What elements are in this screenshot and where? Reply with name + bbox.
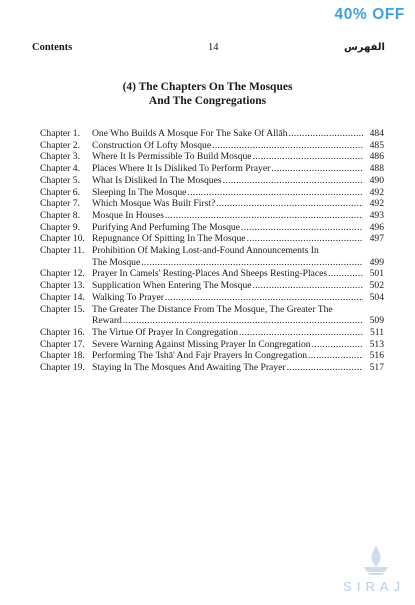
chapter-title-line bbox=[92, 187, 384, 199]
brand-name: SIRAJ bbox=[343, 579, 405, 594]
chapter-title: Where It Is Permissible To Build Mosque bbox=[92, 151, 252, 163]
chapter-entry bbox=[92, 245, 384, 268]
chapter-title: Which Mosque Was Built First? bbox=[92, 198, 216, 210]
dot-leader bbox=[271, 163, 363, 175]
chapter-number: Chapter 13. bbox=[40, 280, 85, 292]
dot-leader bbox=[247, 233, 363, 245]
toc-row bbox=[40, 187, 384, 199]
toc-row bbox=[40, 292, 384, 304]
chapter-page-number: 513 bbox=[369, 338, 384, 350]
section-title bbox=[0, 80, 415, 108]
section-title-line-2: And The Congregations bbox=[148, 95, 267, 107]
toc-row bbox=[40, 362, 384, 374]
toc-row bbox=[40, 198, 384, 210]
chapter-page-number: 497 bbox=[369, 233, 384, 245]
chapter-number: Chapter 19. bbox=[40, 362, 85, 374]
toc-row bbox=[40, 304, 384, 327]
chapter-title-line bbox=[92, 268, 384, 280]
chapter-page-number: 496 bbox=[369, 221, 384, 233]
chapter-title: What Is Disliked In The Mosques bbox=[92, 174, 222, 186]
chapter-title: Places Where It Is Disliked To Perform Prayer bbox=[92, 163, 271, 175]
chapter-title-line bbox=[92, 128, 384, 140]
chapter-title: The Mosque bbox=[92, 256, 141, 268]
chapter-number: Chapter 7. bbox=[40, 198, 80, 210]
dot-leader bbox=[187, 187, 363, 199]
chapter-entry bbox=[92, 304, 384, 327]
chapter-page-number: 490 bbox=[369, 174, 384, 186]
chapter-entry bbox=[92, 268, 384, 280]
chapter-page-number: 504 bbox=[369, 291, 384, 303]
chapter-entry bbox=[92, 151, 384, 163]
toc-row bbox=[40, 163, 384, 175]
chapter-page-number: 499 bbox=[369, 256, 384, 268]
dot-leader bbox=[165, 292, 363, 304]
chapter-title: Prohibition Of Making Lost-and-Found Announcements In bbox=[92, 245, 319, 257]
chapter-page-number: 484 bbox=[369, 128, 384, 139]
dot-leader bbox=[165, 210, 363, 222]
toc-row bbox=[40, 350, 384, 362]
section-title-line-1: (4) The Chapters On The Mosques bbox=[122, 81, 293, 93]
chapter-title: Prayer In Camels' Resting-Places And Sheeps Resting-Places bbox=[92, 268, 328, 280]
dot-leader bbox=[312, 339, 363, 351]
chapter-number: Chapter 16. bbox=[40, 326, 85, 338]
toc-row bbox=[40, 339, 384, 351]
toc-row bbox=[40, 222, 384, 234]
chapter-number: Chapter 4. bbox=[40, 163, 80, 175]
toc-row bbox=[40, 175, 384, 187]
chapter-title-line bbox=[92, 292, 384, 304]
chapter-number: Chapter 15. bbox=[40, 303, 85, 315]
chapter-title-line bbox=[92, 233, 384, 245]
chapter-entry bbox=[92, 280, 384, 292]
table-of-contents bbox=[40, 128, 384, 374]
chapter-entry bbox=[92, 233, 384, 245]
toc-row bbox=[40, 327, 384, 339]
chapter-entry bbox=[92, 163, 384, 175]
toc-row bbox=[40, 268, 384, 280]
chapter-page-number: 501 bbox=[369, 268, 384, 280]
chapter-title: Purifying And Perfuming The Mosque bbox=[92, 221, 240, 233]
chapter-title-line bbox=[92, 222, 384, 234]
chapter-page-number: 492 bbox=[369, 198, 384, 210]
siraj-logo bbox=[337, 522, 415, 600]
toc-row bbox=[40, 151, 384, 163]
chapter-title-line bbox=[92, 350, 384, 362]
toc-row bbox=[40, 210, 384, 222]
chapter-number: Chapter 10. bbox=[40, 233, 85, 245]
chapter-entry bbox=[92, 362, 384, 374]
chapter-page-number: 509 bbox=[369, 315, 384, 327]
chapter-page-number: 485 bbox=[369, 139, 384, 151]
header-arabic-label: الفهرس bbox=[343, 42, 385, 53]
dot-leader bbox=[216, 198, 363, 210]
chapter-page-number: 502 bbox=[369, 280, 384, 292]
header-contents-label: Contents bbox=[32, 42, 73, 53]
chapter-title: Staying In The Mosques And Awaiting The Prayer bbox=[92, 362, 286, 374]
chapter-title: The Greater The Distance From The Mosque, The Greater The bbox=[92, 303, 333, 315]
dot-leader bbox=[141, 257, 363, 269]
chapter-entry bbox=[92, 339, 384, 351]
chapter-title: The Virtue Of Prayer In Congregation bbox=[92, 326, 239, 338]
chapter-title-line bbox=[92, 163, 384, 175]
chapter-title: Supplication When Entering The Mosque bbox=[92, 280, 252, 292]
dot-leader bbox=[287, 362, 363, 374]
chapter-title-line bbox=[92, 339, 384, 351]
dot-leader bbox=[328, 268, 363, 280]
chapter-title-line bbox=[92, 198, 384, 210]
chapter-title-line bbox=[92, 362, 384, 374]
chapter-number: Chapter 12. bbox=[40, 268, 85, 280]
chapter-entry bbox=[92, 222, 384, 234]
dot-leader bbox=[223, 175, 363, 187]
dot-leader bbox=[289, 128, 363, 140]
toc-row bbox=[40, 128, 384, 140]
chapter-entry bbox=[92, 187, 384, 199]
toc-row bbox=[40, 245, 384, 268]
page-header bbox=[32, 42, 385, 58]
chapter-entry bbox=[92, 198, 384, 210]
chapter-entry bbox=[92, 175, 384, 187]
dot-leader bbox=[123, 315, 363, 327]
toc-row bbox=[40, 280, 384, 292]
chapter-title: Severe Warning Against Missing Prayer In Congregation bbox=[92, 338, 311, 350]
chapter-title: Walking To Prayer bbox=[92, 291, 164, 303]
chapter-title-line bbox=[92, 140, 384, 152]
chapter-number: Chapter 9. bbox=[40, 221, 80, 233]
chapter-page-number: 516 bbox=[369, 350, 384, 362]
dot-leader bbox=[241, 222, 363, 234]
chapter-title-line bbox=[92, 315, 384, 327]
dot-leader bbox=[239, 327, 363, 339]
dot-leader bbox=[253, 151, 363, 163]
chapter-title-line bbox=[92, 245, 384, 257]
chapter-number: Chapter 18. bbox=[40, 350, 85, 362]
chapter-title-line bbox=[92, 257, 384, 269]
chapter-page-number: 488 bbox=[369, 163, 384, 175]
chapter-number: Chapter 1. bbox=[40, 128, 80, 139]
chapter-entry bbox=[92, 140, 384, 152]
chapter-title-line bbox=[92, 304, 384, 316]
chapter-page-number: 493 bbox=[369, 209, 384, 221]
chapter-entry bbox=[92, 350, 384, 362]
chapter-number: Chapter 11. bbox=[40, 245, 85, 257]
chapter-entry bbox=[92, 292, 384, 304]
chapter-title-line bbox=[92, 280, 384, 292]
chapter-title: Reward bbox=[92, 315, 122, 327]
header-page-number: 14 bbox=[208, 42, 219, 53]
chapter-page-number: 517 bbox=[369, 362, 384, 374]
chapter-entry bbox=[92, 327, 384, 339]
dot-leader bbox=[253, 280, 363, 292]
chapter-number: Chapter 6. bbox=[40, 186, 80, 198]
chapter-page-number: 511 bbox=[369, 326, 384, 338]
chapter-entry bbox=[92, 210, 384, 222]
chapter-page-number: 492 bbox=[369, 186, 384, 198]
chapter-number: Chapter 17. bbox=[40, 338, 85, 350]
chapter-number: Chapter 2. bbox=[40, 139, 80, 151]
toc-row bbox=[40, 140, 384, 152]
chapter-title: One Who Builds A Mosque For The Sake Of Allāh bbox=[92, 128, 288, 139]
chapter-title: Mosque In Houses bbox=[92, 209, 164, 221]
chapter-number: Chapter 14. bbox=[40, 291, 85, 303]
chapter-title: Construction Of Lofty Mosque bbox=[92, 139, 212, 151]
chapter-number: Chapter 8. bbox=[40, 209, 80, 221]
discount-badge: 40% OFF bbox=[334, 6, 405, 23]
chapter-page-number: 486 bbox=[369, 151, 384, 163]
chapter-title-line bbox=[92, 327, 384, 339]
toc-row bbox=[40, 233, 384, 245]
dot-leader bbox=[308, 350, 363, 362]
chapter-title-line bbox=[92, 210, 384, 222]
chapter-title: Repugnance Of Spitting In The Mosque bbox=[92, 233, 246, 245]
chapter-number: Chapter 5. bbox=[40, 174, 80, 186]
chapter-number: Chapter 3. bbox=[40, 151, 80, 163]
chapter-entry bbox=[92, 128, 384, 140]
chapter-title: Sleeping In The Mosque bbox=[92, 186, 187, 198]
chapter-title-line bbox=[92, 175, 384, 187]
dot-leader bbox=[212, 140, 363, 152]
chapter-title-line bbox=[92, 151, 384, 163]
chapter-title: Performing The 'Ishā' And Fajr Prayers In Congregation bbox=[92, 350, 308, 362]
